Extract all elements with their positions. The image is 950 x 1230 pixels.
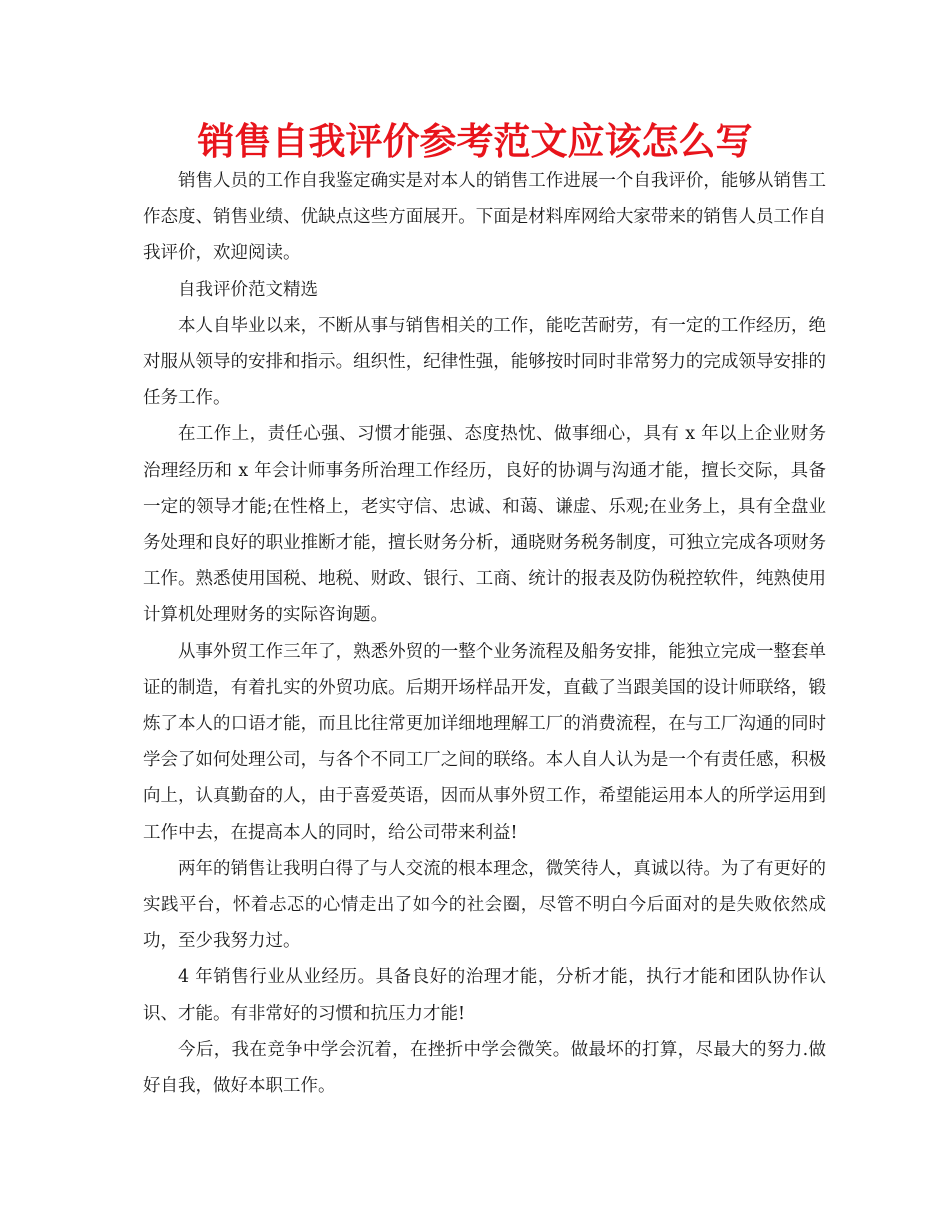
document-title: 销售自我评价参考范文应该怎么写 — [197, 120, 753, 163]
paragraph-intro: 销售人员的工作自我鉴定确实是对本人的销售工作进展一个自我评价，能够从销售工作态度、销售业绩、优缺点这些方面展开。下面是材料库网给大家带来的销售人员工作自我评价，欢迎阅读。 — [143, 171, 826, 264]
paragraph: 从事外贸工作三年了，熟悉外贸的一整个业务流程及船务安排，能独立完成一整套单证的制造，有着扎实的外贸功底。后期开场样品开发，直截了当跟美国的设计师联络，锻炼了本人的口语才能，而且比往常更加详细地理解工厂的消费流程，在与工厂沟通的同时学会了如何处理公司，与各个不同工厂之间的联络。本人自人认为是一个有责任感，积极向上，认真勤奋的人，由于喜爱英语，因而从事外贸工作，希望能运用本人的所学运用到工作中去，在提高本人的同时，给公司带来利益! — [143, 641, 826, 843]
paragraph: 本人自毕业以来，不断从事与销售相关的工作，能吃苦耐劳，有一定的工作经历，绝对服从领导的安排和指示。组织性，纪律性强，能够按时同时非常努力的完成领导安排的任务工作。 — [143, 315, 826, 409]
paragraph: 今后，我在竞争中学会沉着，在挫折中学会微笑。做最坏的打算，尽最大的努力.做好自我，做好本职工作。 — [143, 1039, 826, 1097]
paragraph: 在工作上，责任心强、习惯才能强、态度热忱、做事细心，具有 x 年以上企业财务治理经历和 x 年会计师事务所治理工作经历，良好的协调与沟通才能，擅长交际，具备一定的领导才能;在性格上，老实守信、忠诚、和蔼、谦虚、乐观;在业务上，具有全盘业务处理和良好的职业推断才能，擅长财务分析，通晓财务税务制度，可独立完成各项财务工作。熟悉使用国税、地税、财政、银行、工商、统计的报表及防伪税控软件，纯熟使用计算机处理财务的实际咨询题。 — [143, 424, 826, 626]
paragraph: 两年的销售让我明白得了与人交流的根本理念，微笑待人，真诚以待。为了有更好的实践平台，怀着忐忑的心情走出了如今的社会圈，尽管不明白今后面对的是失败依然成功，至少我努力过。 — [143, 858, 826, 952]
document-body — [143, 163, 826, 1104]
paragraph-section-heading: 自我评价范文精选 — [178, 279, 318, 300]
paragraph: 4 年销售行业从业经历。具备良好的治理才能，分析才能，执行才能和团队协作认识、才能。有非常好的习惯和抗压力才能! — [143, 967, 826, 1024]
